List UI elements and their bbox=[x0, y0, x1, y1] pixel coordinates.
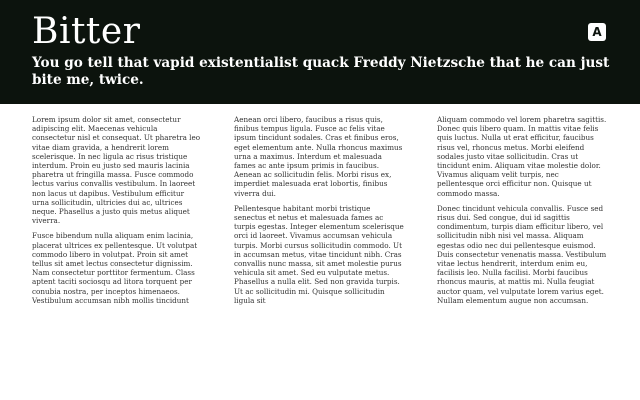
paragraph: Donec tincidunt vehicula convallis. Fusce sed risus dui. Sed congue, dui id sagittis condimentum, turpis diam efficitur libero, vel sollicitudin nibh nisi vel massa. Aliquam egestas odio nec dui pellentesque euismod. Duis consectetur venenatis massa. Vestibulum vitae lectus hendrerit, interdum enim eu, facilisis leo. Nulla facilisi. Morbi faucibus rhoncus mauris, at mattis mi. Nulla feugiat auctor quam, vel vulputate lorem varius eget. Nullam elementum augue non accumsan. bbox=[437, 203, 607, 305]
header-bar bbox=[0, 0, 640, 104]
body-text-columns bbox=[32, 115, 608, 315]
paragraph: Aenean orci libero, faucibus a risus quis, finibus tempus ligula. Fusce ac felis vitae ipsum tincidunt sodales. Cras et finibus eros, eget elementum ante. Nulla rhoncus maximus urna a maximus. Interdum et malesuada fames ac ante ipsum primis in faucibus. Aenean ac sollicitudin felis. Morbi risus ex, imperdiet malesuada erat lobortis, finibus viverra dui. bbox=[234, 115, 403, 198]
paragraph: Fusce bibendum nulla aliquam enim lacinia, placerat ultrices ex pellentesque. Ut volutpat commodo libero in volutpat. Proin sit amet tellus sit amet lectus consectetur dignissim. Nam consectetur porttitor fermentum. Class aptent taciti sociosqu ad litora torquent per conubia nostra, per inceptos himenaeos. Vestibulum accumsan nibh mollis tincidunt bbox=[32, 231, 198, 305]
text-column-2 bbox=[234, 115, 404, 311]
paragraph: Pellentesque habitant morbi tristique senectus et netus et malesuada fames ac turpis egestas. Integer elementum scelerisque orci id laoreet. Vivamus accumsan vehicula turpis. Morbi cursus sollicitudin commodo. Ut in accumsan metus, vitae tincidunt nibh. Cras convallis nunc massa, sit amet molestie purus vehicula sit amet. Sed eu vulputate metus. Phasellus a nulla elit. Sed non gravida turpis. Ut ac sollicitudin mi. Quisque sollicitudin ligula sit bbox=[234, 203, 404, 305]
text-column-3 bbox=[437, 115, 607, 311]
sample-sentence: You go tell that vapid existentialist quack Freddy Nietzsche that he can just bite me, twice. bbox=[32, 55, 610, 88]
paragraph: Lorem ipsum dolor sit amet, consectetur adipiscing elit. Maecenas vehicula consectetur nisl et consequat. Ut pharetra leo vitae diam gravida, a hendrerit lorem scelerisque. In nec ligula ac risus tristique interdum. Proin eu justo sed mauris lacinia pharetra ut fringilla massa. Fusce commodo lectus varius convallis vestibulum. In laoreet non lacus ut dapibus. Vestibulum efficitur urna sollicitudin, ultricies dui ac, ultrices neque. Phasellus a justo quis metus aliquet viverra. bbox=[32, 115, 201, 226]
text-column-1 bbox=[32, 115, 202, 311]
font-toggle-button[interactable]: A bbox=[588, 23, 606, 41]
paragraph: Aliquam commodo vel lorem pharetra sagittis. Donec quis libero quam. In mattis vitae felis quis luctus. Nulla ut erat efficitur, faucibus risus vel, rhoncus metus. Morbi eleifend sodales justo vitae sollicitudin. Cras ut tincidunt enim. Aliquam vitae molestie dolor. Vivamus aliquam velit turpis, nec pellentesque orci efficitur non. Quisque ut commodo massa. bbox=[437, 115, 607, 198]
font-title: Bitter bbox=[32, 11, 141, 52]
